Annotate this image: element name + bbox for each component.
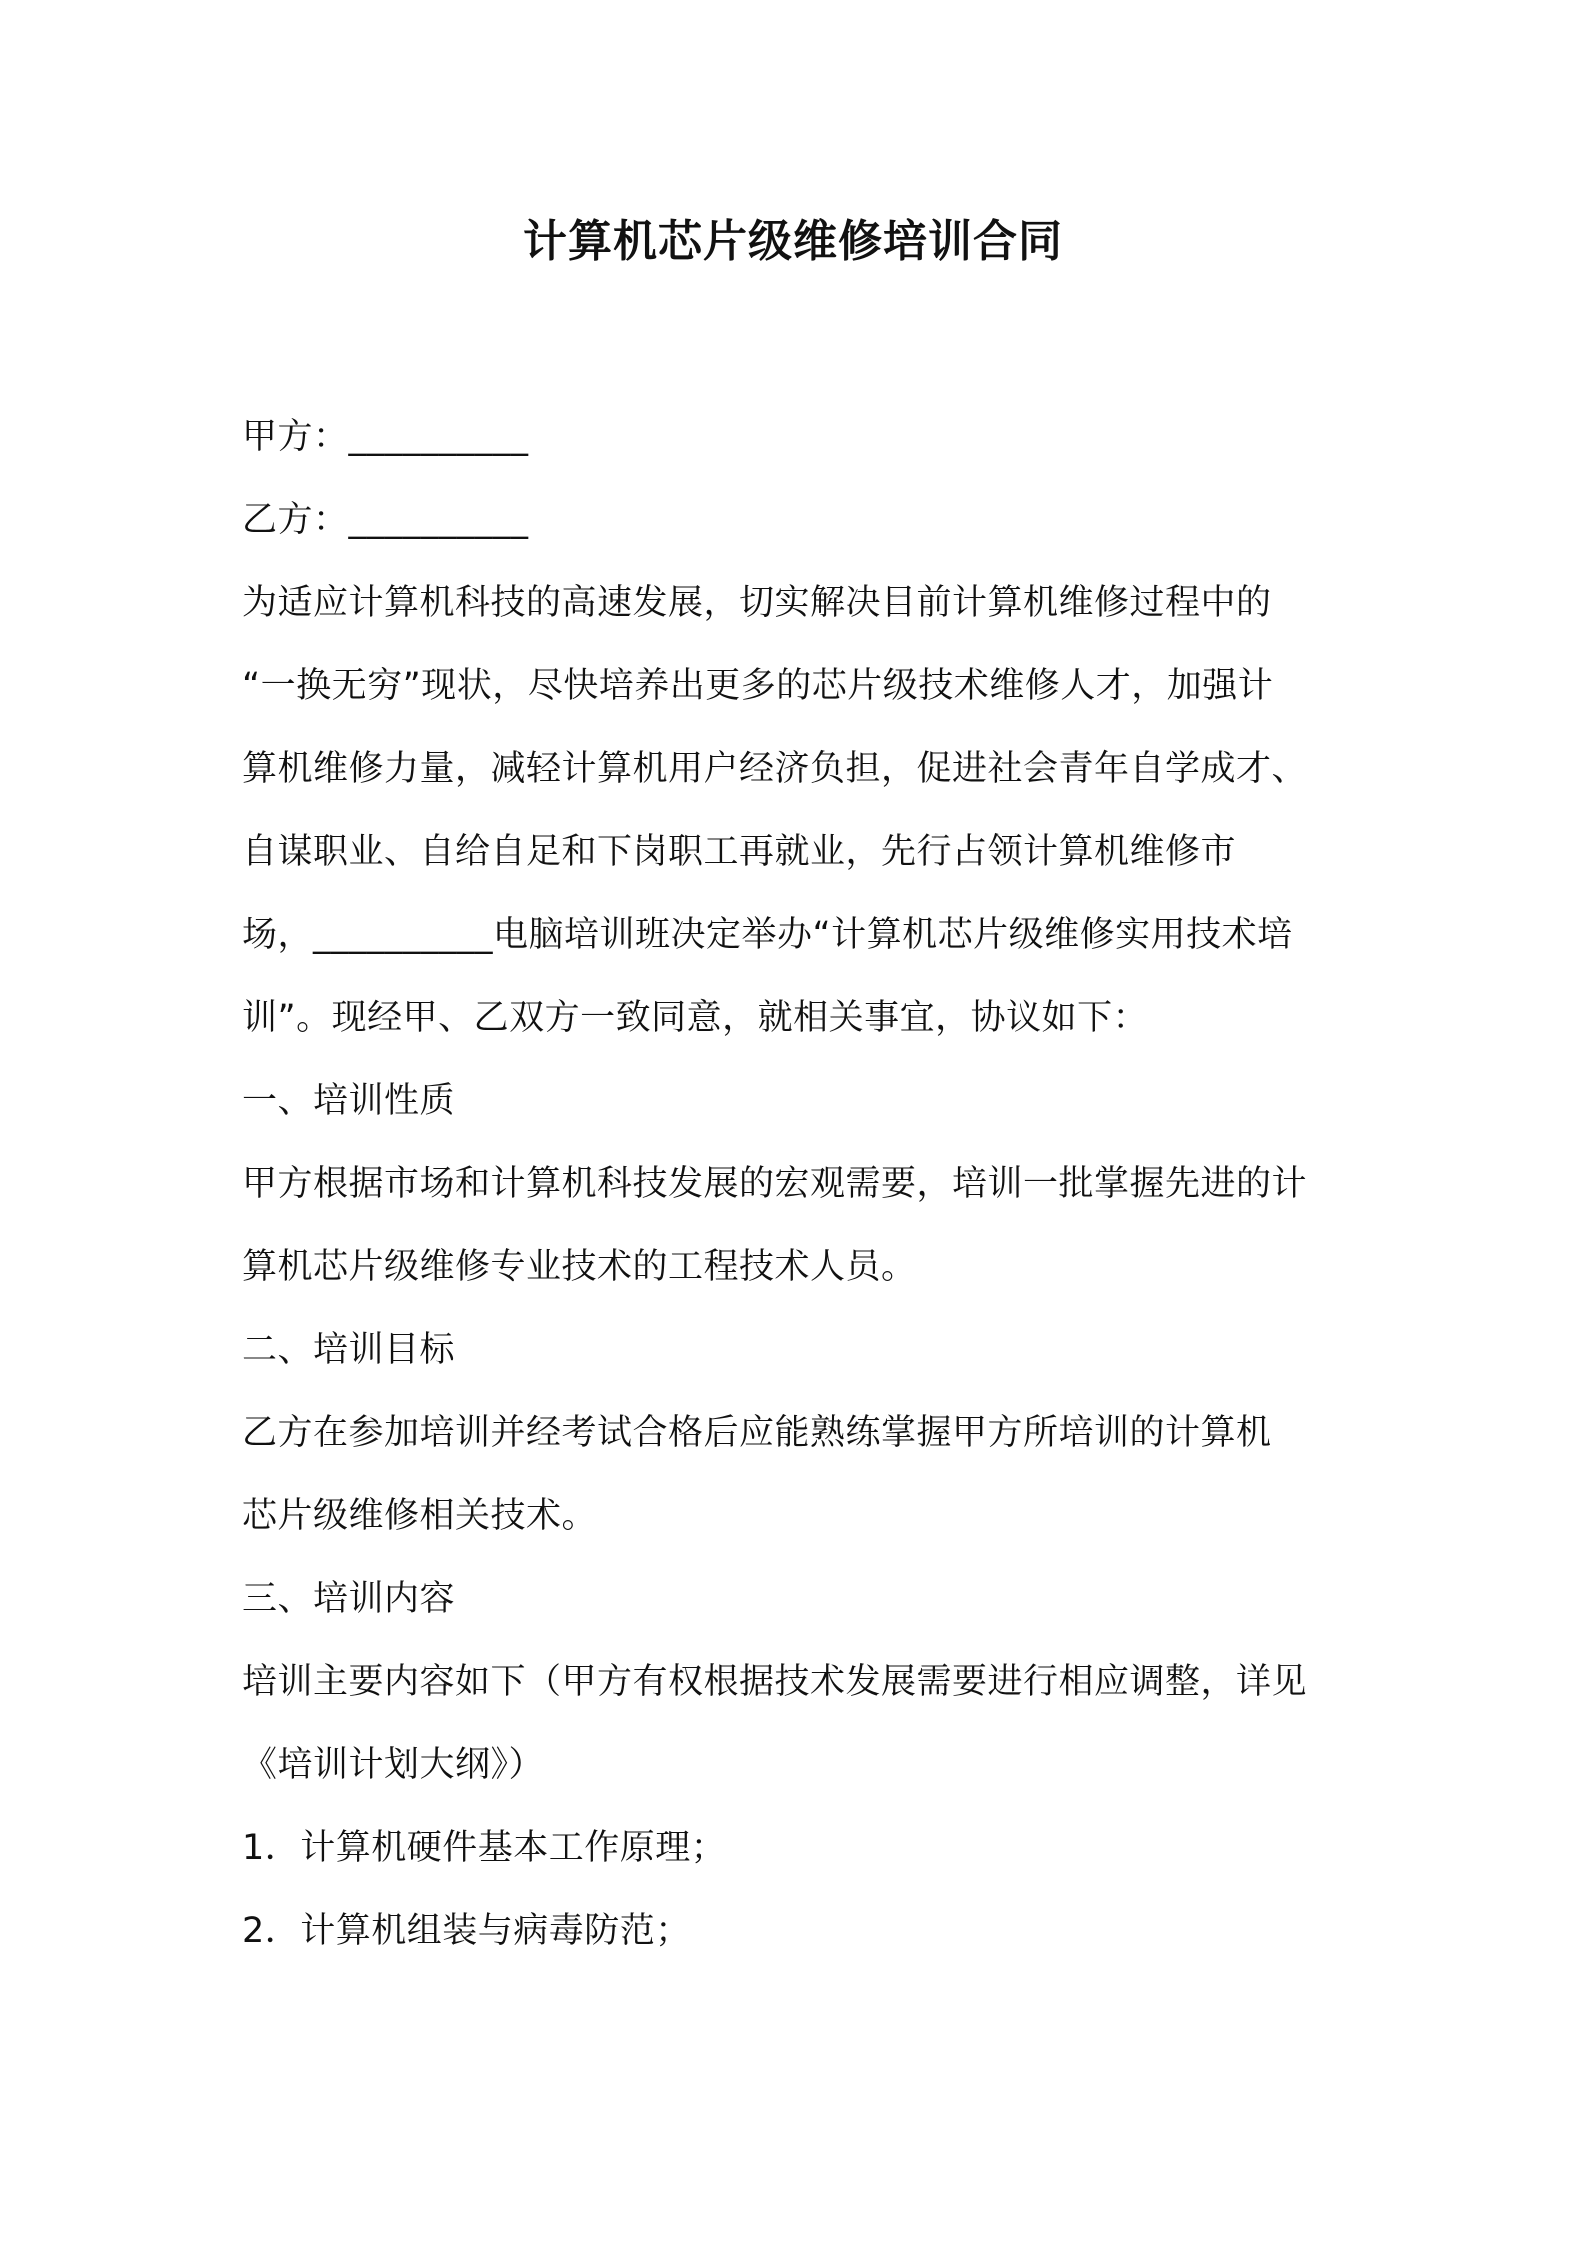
section-3-line-2: 《培训计划大纲》） <box>242 1745 545 1785</box>
preamble-line-2: “一换无穷”现状，尽快培养出更多的芯片级技术维修人才，加强计 <box>242 666 1274 706</box>
contract-title: 计算机芯片级维修培训合同 <box>523 216 1063 267</box>
preamble-line-6: 训”。现经甲、乙双方一致同意，就相关事宜，协议如下： <box>242 998 1149 1038</box>
section-3-line-1: 培训主要内容如下（甲方有权根据技术发展需要进行相应调整，详见 <box>242 1662 1308 1702</box>
preamble-line-1: 为适应计算机科技的高速发展，切实解决目前计算机维修过程中的 <box>242 583 1272 623</box>
preamble-line-3: 算机维修力量，减轻计算机用户经济负担，促进社会青年自学成才、 <box>242 749 1308 789</box>
preamble-line-4: 自谋职业、自给自足和下岗职工再就业，先行占领计算机维修市 <box>242 832 1237 872</box>
section-1-line-2: 算机芯片级维修专业技术的工程技术人员。 <box>242 1247 917 1287</box>
section-2-line-2: 芯片级维修相关技术。 <box>242 1496 598 1536</box>
section-1-line-1: 甲方根据市场和计算机科技发展的宏观需要，培训一批掌握先进的计 <box>242 1164 1308 1204</box>
party-b-line: 乙方：__________ <box>242 500 529 540</box>
section-heading-3: 三、培训内容 <box>242 1579 456 1619</box>
section-heading-1: 一、培训性质 <box>242 1081 456 1121</box>
list-item-1: 1．计算机硬件基本工作原理； <box>242 1828 727 1868</box>
list-item-2: 2．计算机组装与病毒防范； <box>242 1911 691 1951</box>
preamble-line-5: 场，__________电脑培训班决定举办“计算机芯片级维修实用技术培 <box>242 915 1293 955</box>
section-heading-2: 二、培训目标 <box>242 1330 456 1370</box>
section-2-line-1: 乙方在参加培训并经考试合格后应能熟练掌握甲方所培训的计算机 <box>242 1413 1272 1453</box>
party-a-line: 甲方：__________ <box>242 417 529 457</box>
